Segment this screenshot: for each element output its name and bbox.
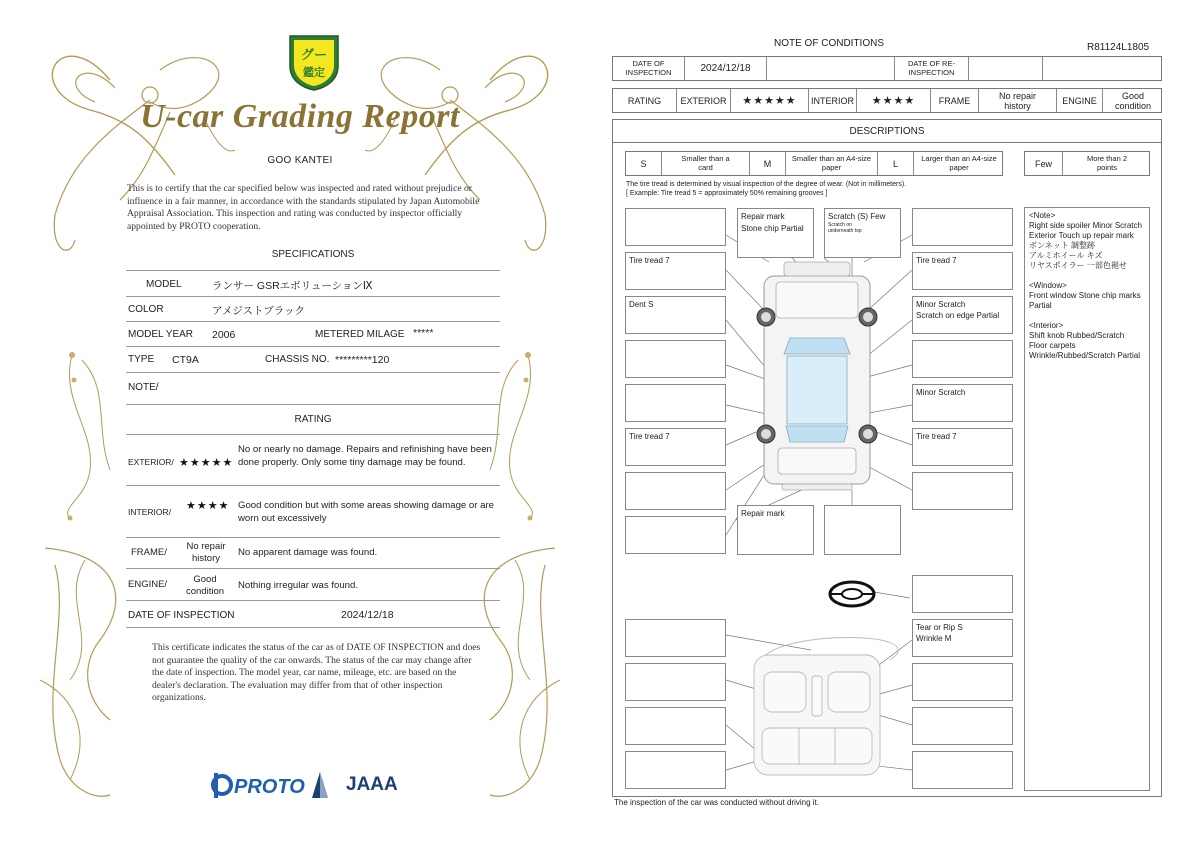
desc-box-left-8 [625, 516, 726, 554]
rating-label: RATING [613, 89, 677, 112]
desc-box-right-7 [912, 472, 1013, 510]
frame-description: No apparent damage was found. [238, 547, 378, 558]
divider [126, 296, 500, 297]
right-side-flourish [490, 352, 533, 521]
report-title: U-car Grading Report [140, 98, 460, 135]
desc-box-tear-wrinkle: Tear or Rip S Wrinkle M [912, 619, 1013, 657]
divider [126, 434, 500, 435]
chassis-value: *********120 [335, 354, 390, 366]
mileage-label: METERED MILAGE [315, 329, 405, 340]
steering-wheel-icon [830, 582, 874, 606]
report-subtitle: GOO KANTEI [267, 155, 333, 166]
interior-body: Shift knob Rubbed/Scratch Floor carpets Wrinkle/Rubbed/Scratch Partial [1029, 331, 1141, 360]
exterior-label: EXTERIOR/ [128, 457, 174, 467]
sheet-footer-note: The inspection of the car was conducted without driving it. [614, 798, 819, 807]
interior-label: INTERIOR [809, 89, 857, 112]
desc-box-right-4 [912, 340, 1013, 378]
divider [126, 537, 500, 538]
interior-stars: ★★★★ [186, 500, 230, 512]
box-text: Scratch (S) Few [828, 212, 886, 221]
desc-box-left-1 [625, 208, 726, 246]
desc-box-interior-left-3 [625, 707, 726, 745]
rating-heading: RATING [294, 414, 332, 425]
desc-box-right-tire-front [912, 252, 1013, 290]
inspection-date-value: 2024/12/18 [341, 609, 394, 621]
desc-box-interior-right-3 [912, 707, 1013, 745]
frame-value: No repair history [186, 541, 226, 564]
divider [126, 270, 500, 271]
divider [126, 321, 500, 322]
note-body: Right side spoiler Minor Scratch Exterior Touch up repair mark ボンネット 調整跡 アルミホイール キズ リヤスポイラー 一部色褪せ [1029, 221, 1142, 270]
color-label: COLOR [128, 304, 164, 315]
interior-stars: ★★★★ [857, 89, 931, 112]
model-label: MODEL [146, 279, 182, 290]
tire-note-line-2: [ Example: Tire tread 5 = approximately 50% remaining grooves ] [626, 190, 828, 197]
divider [126, 372, 500, 373]
svg-text:PROTO: PROTO [234, 776, 305, 798]
note-label: NOTE/ [128, 382, 159, 393]
engine-description: Nothing irregular was found. [238, 580, 358, 591]
note-of-conditions-sheet [606, 0, 1200, 848]
exterior-stars: ★★★★★ [731, 89, 809, 112]
specifications-heading: SPECIFICATIONS [271, 249, 355, 260]
car-top-view-diagram [757, 262, 877, 490]
model-year-value: 2006 [212, 329, 236, 341]
desc-box-left-tire-front [625, 252, 726, 290]
desc-box-interior-right-4 [912, 751, 1013, 789]
box-text: Tire tread 7 [629, 432, 670, 441]
desc-box-left-tire-rear [625, 428, 726, 466]
window-body: Front window Stone chip marks Partial [1029, 291, 1141, 310]
desc-box-left-4 [625, 340, 726, 378]
report-id: R81124L1805 [1087, 42, 1150, 53]
box-text: Repair mark [741, 509, 785, 518]
divider [126, 485, 500, 486]
jaaa-logo-text: JAAA [346, 774, 398, 795]
shield-badge-icon [286, 32, 342, 92]
desc-box-repair-mark [737, 505, 814, 555]
engine-label: ENGINE [1057, 89, 1103, 112]
certification-statement: This is to certify that the car specified below was inspected and rated without prejudice or influence in a fair manner, in accordance with the standards stipulated by Japan Automobile Appraisal Association. This inspection and rating was conducted by inspector officially appointed by PROTO cooperation. [127, 183, 480, 232]
note-heading: <Note> [1029, 211, 1056, 220]
desc-box-steering [912, 575, 1013, 613]
desc-box-repair-stonechip: Repair mark Stone chip Partial [737, 208, 814, 258]
desc-box-left-7 [625, 472, 726, 510]
legend-s: S [626, 152, 662, 175]
exterior-description: No or nearly no damage. Repairs and refinishing have been done properly. Only some tiny damage may be found. [238, 444, 492, 468]
box-text: Minor Scratch [916, 388, 966, 397]
desc-box-right-tire-rear [912, 428, 1013, 466]
inspection-date-label: DATE OF INSPECTION [128, 610, 235, 621]
divider [126, 568, 500, 569]
tire-note-line-1: The tire tread is determined by visual inspection of the degree of wear. (Not in millimeters). [626, 181, 907, 188]
desc-box-interior-left-4 [625, 751, 726, 789]
date-of-inspection-value: 2024/12/18 [685, 57, 767, 80]
box-text: Tire tread 7 [916, 256, 957, 265]
box-text: Tire tread 7 [629, 256, 670, 265]
certificate-disclaimer: This certificate indicates the status of the car as of DATE OF INSPECTION and does not guarantee the quality of the car onwards. The status of the car may change after the date of inspection. The model year, car name, mileage, etc. are based on the dealer's declaration. The evaluation may differ from that of other inspection organizations. [152, 642, 481, 703]
descriptions-heading: DESCRIPTIONS [612, 119, 1162, 143]
mileage-value: ***** [413, 327, 434, 339]
desc-box-right-minor-scratch-1: Minor Scratch Scratch on edge Partial [912, 296, 1013, 334]
model-value: ランサー GSRエボリューションⅨ [212, 280, 373, 292]
window-heading: <Window> [1029, 281, 1067, 290]
goo-kantei-badge [286, 32, 342, 92]
svg-text:鑑定: 鑑定 [303, 67, 325, 79]
frame-label: FRAME [931, 89, 979, 112]
legend-few-desc: More than 2 points [1086, 154, 1128, 172]
legend-l-desc: Larger than an A4-size paper [921, 154, 997, 172]
color-value: アメジストブラック [212, 305, 306, 317]
legend-l: L [878, 152, 914, 175]
exterior-stars: ★★★★★ [179, 457, 234, 469]
box-text: Tire tread 7 [916, 432, 957, 441]
interior-description: Good condition but with some areas showing damage or are worn out excessively [238, 500, 494, 524]
exterior-label: EXTERIOR [677, 89, 731, 112]
desc-box-right-1 [912, 208, 1013, 246]
date-of-inspection-label: DATE OF INSPECTION [613, 57, 685, 80]
legend-few: Few [1025, 152, 1063, 175]
desc-box-left-dent [625, 296, 726, 334]
divider [126, 600, 500, 601]
box-subtext: Scratch on underneath top [828, 222, 862, 234]
model-year-label: MODEL YEAR [128, 329, 194, 340]
bottom-left-flourish [40, 548, 116, 796]
chassis-label: CHASSIS NO. [265, 354, 330, 365]
legend-s-desc: Smaller than a card [662, 152, 750, 175]
desc-box-interior-left-1 [625, 619, 726, 657]
frame-label: FRAME/ [131, 547, 167, 558]
type-value: CT9A [172, 354, 199, 366]
bottom-right-flourish [484, 548, 560, 796]
engine-value: Good condition [1114, 90, 1152, 111]
sheet-title: NOTE OF CONDITIONS [774, 38, 884, 49]
legend-m: M [750, 152, 786, 175]
desc-box-interior-right-2 [912, 663, 1013, 701]
desc-box-right-minor-scratch-2 [912, 384, 1013, 422]
desc-box-bottom-2 [824, 505, 901, 555]
engine-label: ENGINE/ [128, 579, 168, 590]
desc-box-interior-left-2 [625, 663, 726, 701]
engine-value: Good condition [185, 574, 225, 597]
divider [126, 404, 500, 405]
legend-m-desc: Smaller than an A4-size paper [786, 152, 878, 175]
divider [126, 627, 500, 628]
left-side-flourish [68, 352, 111, 521]
divider [126, 346, 500, 347]
desc-box-left-5 [625, 384, 726, 422]
svg-text:グー: グー [300, 47, 328, 62]
interior-label: INTERIOR/ [128, 507, 171, 517]
notes-panel [1024, 207, 1150, 791]
interior-heading: <Interior> [1029, 321, 1064, 330]
issuer-logos [210, 768, 400, 802]
box-text: Dent S [629, 300, 654, 309]
desc-box-scratch-few [824, 208, 901, 258]
interior-seating-diagram [754, 638, 898, 776]
frame-value: No repair history [979, 89, 1057, 112]
date-of-reinspection-label: DATE OF RE-INSPECTION [895, 57, 969, 80]
type-label: TYPE [128, 354, 155, 365]
